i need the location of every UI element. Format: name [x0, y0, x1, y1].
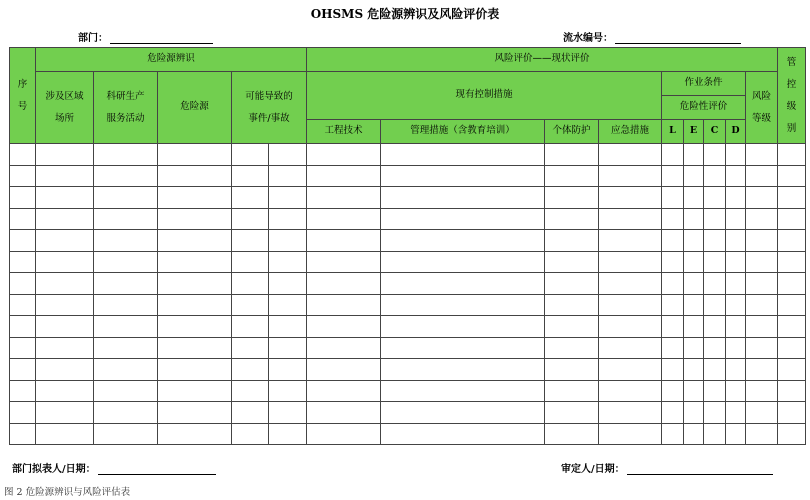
- table-cell[interactable]: [599, 230, 662, 252]
- table-row: [10, 294, 806, 316]
- table-cell[interactable]: [746, 208, 778, 230]
- table-cell[interactable]: [158, 402, 232, 424]
- table-cell[interactable]: [10, 402, 36, 424]
- table-cell[interactable]: [684, 251, 704, 273]
- table-cell[interactable]: [726, 251, 746, 273]
- table-row: [10, 359, 806, 381]
- table-cell[interactable]: [94, 359, 158, 381]
- table-cell[interactable]: [662, 337, 684, 359]
- table-cell[interactable]: [662, 187, 684, 209]
- table-cell[interactable]: [158, 380, 232, 402]
- table-cell[interactable]: [269, 230, 307, 252]
- table-row: [10, 380, 806, 402]
- table-cell[interactable]: [10, 316, 36, 338]
- header-seq: 序号: [10, 48, 36, 144]
- table-cell[interactable]: [662, 294, 684, 316]
- table-cell[interactable]: [662, 423, 684, 445]
- table-cell[interactable]: [269, 337, 307, 359]
- table-cell[interactable]: [684, 294, 704, 316]
- table-cell[interactable]: [545, 251, 599, 273]
- header-danger-evaluation: 危险性评价: [662, 96, 746, 120]
- table-cell[interactable]: [704, 402, 726, 424]
- table-cell[interactable]: [94, 144, 158, 166]
- table-cell[interactable]: [269, 144, 307, 166]
- table-cell[interactable]: [381, 294, 545, 316]
- header-C: C: [704, 120, 726, 144]
- footer-preparer-blank[interactable]: [98, 463, 216, 475]
- table-cell[interactable]: [36, 423, 94, 445]
- table-cell[interactable]: [94, 402, 158, 424]
- table-cell[interactable]: [599, 187, 662, 209]
- table-cell[interactable]: [232, 230, 269, 252]
- table-cell[interactable]: [158, 208, 232, 230]
- footer-preparer-label: 部门拟表人/日期：: [12, 464, 96, 475]
- table-cell[interactable]: [10, 165, 36, 187]
- table-cell[interactable]: [36, 144, 94, 166]
- table-cell[interactable]: [746, 273, 778, 295]
- table-cell[interactable]: [94, 208, 158, 230]
- table-cell[interactable]: [662, 230, 684, 252]
- table-cell[interactable]: [746, 380, 778, 402]
- table-cell[interactable]: [599, 402, 662, 424]
- table-cell[interactable]: [94, 251, 158, 273]
- table-cell[interactable]: [778, 359, 806, 381]
- table-cell[interactable]: [726, 273, 746, 295]
- table-cell[interactable]: [545, 230, 599, 252]
- table-cell[interactable]: [232, 273, 269, 295]
- table-cell[interactable]: [545, 144, 599, 166]
- table-cell[interactable]: [158, 187, 232, 209]
- table-cell[interactable]: [10, 230, 36, 252]
- table-cell[interactable]: [704, 380, 726, 402]
- table-cell[interactable]: [778, 165, 806, 187]
- table-cell[interactable]: [307, 380, 381, 402]
- table-cell[interactable]: [269, 251, 307, 273]
- table-cell[interactable]: [232, 294, 269, 316]
- table-cell[interactable]: [307, 359, 381, 381]
- table-cell[interactable]: [269, 294, 307, 316]
- table-cell[interactable]: [746, 423, 778, 445]
- table-cell[interactable]: [778, 251, 806, 273]
- table-cell[interactable]: [94, 337, 158, 359]
- table-cell[interactable]: [778, 380, 806, 402]
- table-cell[interactable]: [10, 187, 36, 209]
- table-cell[interactable]: [662, 251, 684, 273]
- table-cell[interactable]: [36, 208, 94, 230]
- table-cell[interactable]: [599, 208, 662, 230]
- table-cell[interactable]: [94, 423, 158, 445]
- table-cell[interactable]: [94, 316, 158, 338]
- table-cell[interactable]: [307, 337, 381, 359]
- table-cell[interactable]: [269, 402, 307, 424]
- table-cell[interactable]: [269, 165, 307, 187]
- table-cell[interactable]: [726, 423, 746, 445]
- table-cell[interactable]: [232, 337, 269, 359]
- header-hazard: 危险源: [158, 72, 232, 144]
- table-cell[interactable]: [269, 359, 307, 381]
- table-cell[interactable]: [232, 165, 269, 187]
- table-cell[interactable]: [232, 380, 269, 402]
- table-cell[interactable]: [307, 144, 381, 166]
- table-cell[interactable]: [662, 402, 684, 424]
- table-cell[interactable]: [10, 359, 36, 381]
- table-cell[interactable]: [94, 294, 158, 316]
- table-cell[interactable]: [36, 187, 94, 209]
- table-cell[interactable]: [704, 423, 726, 445]
- table-cell[interactable]: [746, 144, 778, 166]
- table-cell[interactable]: [158, 251, 232, 273]
- table-cell[interactable]: [599, 144, 662, 166]
- table-cell[interactable]: [381, 251, 545, 273]
- table-cell[interactable]: [684, 273, 704, 295]
- table-cell[interactable]: [726, 359, 746, 381]
- table-cell[interactable]: [10, 337, 36, 359]
- table-cell[interactable]: [684, 165, 704, 187]
- table-cell[interactable]: [704, 273, 726, 295]
- table-cell[interactable]: [158, 316, 232, 338]
- table-cell[interactable]: [94, 187, 158, 209]
- table-cell[interactable]: [704, 208, 726, 230]
- table-body: [10, 48, 806, 445]
- table-cell[interactable]: [704, 230, 726, 252]
- table-cell[interactable]: [545, 316, 599, 338]
- table-cell[interactable]: [746, 230, 778, 252]
- table-cell[interactable]: [726, 337, 746, 359]
- footer-preparer-field: [12, 460, 216, 475]
- table-row: [10, 187, 806, 209]
- table-cell[interactable]: [684, 208, 704, 230]
- table-cell[interactable]: [158, 230, 232, 252]
- table-cell[interactable]: [545, 294, 599, 316]
- table-cell[interactable]: [10, 380, 36, 402]
- table-cell[interactable]: [662, 273, 684, 295]
- table-cell[interactable]: [599, 165, 662, 187]
- table-cell[interactable]: [704, 144, 726, 166]
- table-cell[interactable]: [10, 273, 36, 295]
- table-row: [10, 316, 806, 338]
- table-cell[interactable]: [746, 251, 778, 273]
- table-cell[interactable]: [726, 316, 746, 338]
- table-cell[interactable]: [381, 144, 545, 166]
- table-cell[interactable]: [36, 316, 94, 338]
- table-cell[interactable]: [599, 337, 662, 359]
- table-cell[interactable]: [545, 208, 599, 230]
- table-cell[interactable]: [704, 359, 726, 381]
- table-cell[interactable]: [232, 144, 269, 166]
- table-cell[interactable]: [662, 208, 684, 230]
- table-cell[interactable]: [599, 380, 662, 402]
- table-cell[interactable]: [307, 402, 381, 424]
- table-cell[interactable]: [545, 380, 599, 402]
- table-cell[interactable]: [307, 187, 381, 209]
- table-cell[interactable]: [232, 208, 269, 230]
- table-cell[interactable]: [778, 230, 806, 252]
- figure-caption: 图 2 危险源辨识与风险评估表: [4, 487, 131, 498]
- table-cell[interactable]: [726, 402, 746, 424]
- table-cell[interactable]: [778, 273, 806, 295]
- table-cell[interactable]: [307, 316, 381, 338]
- table-cell[interactable]: [545, 423, 599, 445]
- header-E: E: [684, 120, 704, 144]
- table-cell[interactable]: [307, 208, 381, 230]
- table-cell[interactable]: [778, 294, 806, 316]
- table-cell[interactable]: [684, 380, 704, 402]
- table-cell[interactable]: [684, 187, 704, 209]
- table-cell[interactable]: [269, 187, 307, 209]
- table-cell[interactable]: [10, 208, 36, 230]
- table-cell[interactable]: [684, 337, 704, 359]
- table-cell[interactable]: [381, 359, 545, 381]
- table-cell[interactable]: [307, 251, 381, 273]
- header-area: 涉及区域场所: [36, 72, 94, 144]
- table-cell[interactable]: [269, 208, 307, 230]
- table-cell[interactable]: [684, 402, 704, 424]
- table-cell[interactable]: [307, 294, 381, 316]
- table-row: [10, 144, 806, 166]
- table-cell[interactable]: [704, 165, 726, 187]
- table-cell[interactable]: [545, 337, 599, 359]
- header-existing-controls: 现有控制措施: [307, 72, 662, 120]
- table-cell[interactable]: [10, 144, 36, 166]
- table-cell[interactable]: [269, 316, 307, 338]
- table-cell[interactable]: [778, 402, 806, 424]
- table-cell[interactable]: [36, 251, 94, 273]
- table-cell[interactable]: [778, 187, 806, 209]
- table-cell[interactable]: [94, 165, 158, 187]
- header-D: D: [726, 120, 746, 144]
- table-cell[interactable]: [726, 144, 746, 166]
- table-cell[interactable]: [746, 294, 778, 316]
- department-blank[interactable]: [110, 32, 213, 44]
- serial-number-field: [563, 29, 741, 44]
- table-cell[interactable]: [158, 273, 232, 295]
- table-cell[interactable]: [662, 144, 684, 166]
- table-cell[interactable]: [381, 423, 545, 445]
- table-cell[interactable]: [307, 165, 381, 187]
- table-cell[interactable]: [158, 165, 232, 187]
- header-L: L: [662, 120, 684, 144]
- table-cell[interactable]: [545, 359, 599, 381]
- table-cell[interactable]: [684, 316, 704, 338]
- table-cell[interactable]: [684, 144, 704, 166]
- header-risk-level: 风险等级: [746, 72, 778, 144]
- table-cell[interactable]: [684, 423, 704, 445]
- table-cell[interactable]: [746, 359, 778, 381]
- table-cell[interactable]: [778, 316, 806, 338]
- table-cell[interactable]: [662, 359, 684, 381]
- table-cell[interactable]: [269, 423, 307, 445]
- table-cell[interactable]: [269, 380, 307, 402]
- table-cell[interactable]: [36, 402, 94, 424]
- table-cell[interactable]: [36, 359, 94, 381]
- table-cell[interactable]: [158, 359, 232, 381]
- table-cell[interactable]: [381, 273, 545, 295]
- table-row: [10, 251, 806, 273]
- serial-number-blank[interactable]: [615, 32, 741, 44]
- header-engineering: 工程技术: [307, 120, 381, 144]
- table-cell[interactable]: [381, 380, 545, 402]
- table-cell[interactable]: [545, 273, 599, 295]
- table-cell[interactable]: [381, 187, 545, 209]
- table-cell[interactable]: [307, 423, 381, 445]
- table-row: [10, 165, 806, 187]
- table-cell[interactable]: [662, 316, 684, 338]
- table-cell[interactable]: [545, 402, 599, 424]
- form-title: OHSMS 危险源辨识及风险评价表: [310, 7, 500, 21]
- table-cell[interactable]: [545, 165, 599, 187]
- header-activity: 科研生产服务活动: [94, 72, 158, 144]
- table-cell[interactable]: [704, 294, 726, 316]
- table-cell[interactable]: [746, 316, 778, 338]
- table-cell[interactable]: [726, 208, 746, 230]
- header-ppe: 个体防护: [545, 120, 599, 144]
- table-cell[interactable]: [684, 230, 704, 252]
- table-cell[interactable]: [158, 423, 232, 445]
- table-cell[interactable]: [726, 230, 746, 252]
- header-control-level: 管控级别: [778, 48, 806, 144]
- table-cell[interactable]: [746, 165, 778, 187]
- table-cell[interactable]: [232, 187, 269, 209]
- table-cell[interactable]: [232, 402, 269, 424]
- table-cell[interactable]: [269, 273, 307, 295]
- table-cell[interactable]: [307, 230, 381, 252]
- header-work-conditions: 作业条件: [662, 72, 746, 96]
- table-cell[interactable]: [36, 273, 94, 295]
- footer-approver-label: 审定人/日期：: [561, 464, 625, 475]
- table-row: [10, 337, 806, 359]
- table-cell[interactable]: [307, 273, 381, 295]
- table-cell[interactable]: [36, 230, 94, 252]
- table-cell[interactable]: [94, 380, 158, 402]
- table-cell[interactable]: [704, 251, 726, 273]
- table-cell[interactable]: [10, 294, 36, 316]
- table-cell[interactable]: [778, 423, 806, 445]
- table-cell[interactable]: [381, 165, 545, 187]
- table-cell[interactable]: [381, 230, 545, 252]
- table-cell[interactable]: [704, 337, 726, 359]
- table-cell[interactable]: [746, 337, 778, 359]
- table-cell[interactable]: [684, 359, 704, 381]
- table-cell[interactable]: [726, 294, 746, 316]
- table-cell[interactable]: [36, 294, 94, 316]
- table-cell[interactable]: [158, 337, 232, 359]
- table-cell[interactable]: [232, 316, 269, 338]
- table-cell[interactable]: [158, 144, 232, 166]
- table-cell[interactable]: [778, 208, 806, 230]
- table-row: [10, 230, 806, 252]
- footer-approver-field: [561, 460, 773, 475]
- table-cell[interactable]: [599, 294, 662, 316]
- table-cell[interactable]: [381, 316, 545, 338]
- department-field: [78, 29, 213, 44]
- table-cell[interactable]: [746, 402, 778, 424]
- table-row: [10, 273, 806, 295]
- header-risk-evaluation: 风险评价——现状评价: [307, 48, 778, 72]
- table-cell[interactable]: [599, 316, 662, 338]
- table-cell[interactable]: [36, 337, 94, 359]
- table-cell[interactable]: [704, 187, 726, 209]
- table-cell[interactable]: [232, 423, 269, 445]
- table-cell[interactable]: [599, 273, 662, 295]
- table-cell[interactable]: [94, 273, 158, 295]
- footer-approver-blank[interactable]: [627, 463, 773, 475]
- table-cell[interactable]: [232, 359, 269, 381]
- table-cell[interactable]: [381, 208, 545, 230]
- table-cell[interactable]: [36, 380, 94, 402]
- header-emergency: 应急措施: [599, 120, 662, 144]
- serial-number-label: 流水编号：: [563, 33, 613, 44]
- table-cell[interactable]: [746, 187, 778, 209]
- table-cell[interactable]: [662, 165, 684, 187]
- table-cell[interactable]: [232, 251, 269, 273]
- table-cell[interactable]: [599, 423, 662, 445]
- table-cell[interactable]: [36, 165, 94, 187]
- table-cell[interactable]: [381, 402, 545, 424]
- table-cell[interactable]: [726, 187, 746, 209]
- table-cell[interactable]: [726, 165, 746, 187]
- table-cell[interactable]: [10, 251, 36, 273]
- table-row: [10, 208, 806, 230]
- table-cell[interactable]: [662, 380, 684, 402]
- department-label: 部门：: [78, 33, 108, 44]
- table-cell[interactable]: [381, 337, 545, 359]
- header-consequence: 可能导致的事件/事故: [232, 72, 307, 144]
- table-cell[interactable]: [599, 359, 662, 381]
- table-cell[interactable]: [726, 380, 746, 402]
- table-cell[interactable]: [778, 144, 806, 166]
- table-cell[interactable]: [94, 230, 158, 252]
- table-row: [10, 423, 806, 445]
- header-management: 管理措施（含教育培训）: [381, 120, 545, 144]
- table-cell[interactable]: [599, 251, 662, 273]
- table-cell[interactable]: [545, 187, 599, 209]
- table-cell[interactable]: [158, 294, 232, 316]
- table-cell[interactable]: [778, 337, 806, 359]
- table-cell[interactable]: [704, 316, 726, 338]
- hazard-risk-table: [9, 47, 806, 445]
- table-cell[interactable]: [10, 423, 36, 445]
- table-row: [10, 402, 806, 424]
- header-hazard-identification: 危险源辨识: [36, 48, 307, 72]
